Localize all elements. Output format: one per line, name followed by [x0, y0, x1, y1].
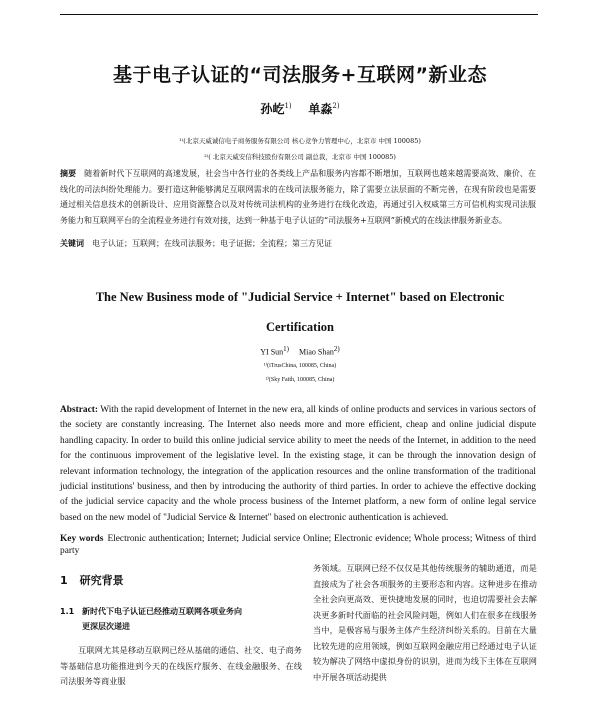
english-title-line-2: Certification — [265, 320, 335, 334]
subsection-1-1-title-line-2: 更深层次递进 — [82, 622, 130, 631]
chinese-keywords-text: 电子认证；互联网；在线司法服务；电子证据；全流程；第三方见证 — [92, 239, 332, 248]
chinese-author-2: 单淼 — [308, 102, 333, 116]
english-abstract-text: With the rapid development of Internet in the new era, all kinds of online products and services in various sectors of the society are constantly increasing. The Internet also needs more and more efficient, cheap and online judicial dispute handling capacity. In order to build this online judicial service ability to meet the needs of the Internet, in addition to the need for the continuous improvement of the legislative level. In the existing stage, it can be through the innovation design of relevant information technology, the integration of the application resources and the online transformation of the traditional judicial institutions' business, and then by introducing the authority of third parties. In order to achieve the effective docking of the judicial service capacity and the whole process business of the Internet platform, a new form of online legal service based on the new model of "Judicial Service & Internet" based on electronic authentication is achieved. — [60, 405, 536, 523]
chinese-abstract-label: 摘要 — [60, 169, 77, 178]
chinese-keywords-label: 关键词 — [60, 239, 84, 248]
english-abstract-label: Abstract: — [60, 405, 99, 415]
english-authors — [0, 345, 600, 357]
left-column-text: 互联网尤其是移动互联网已经从基础的通信、社交、电子商务等基础信息功能推进到今天的在线医疗服务、在线金融服务、在线司法服务等商业服 — [60, 645, 302, 686]
english-keywords — [60, 534, 536, 557]
section-1-heading — [60, 572, 124, 588]
english-author-2-sup: 2) — [333, 345, 340, 353]
chinese-author-1: 孙屹 — [260, 102, 285, 116]
chinese-abstract-text: 随着新时代下互联网的高速发展，社会当中各行业的各类线上产品和服务内容都不断增加，互联网也越来越需要高效、廉价、在线化的司法纠纷处理能力。要打造这种能够满足互联网需求的在线司法服务能力，除了需要立法层面的不断完善，在现有阶段也是需要通过相关信息技术的创新设计、应用资源整合以及对传统司法机构的业务进行在线化改造，再通过引入权威第三方可信机构实现司法服务能力和互联网平台的全流程业务进行有效对接，达到一种基于电子认证的“司法服务+互联网”新模式的在线法律服务新业态。 — [60, 169, 536, 225]
section-1-title: 研究背景 — [79, 574, 124, 587]
chinese-affiliation-2: ²⁾( 北京天威安信科技股份有限公司 副总裁，北京市 中国 100085) — [204, 153, 396, 161]
chinese-affiliation-1: ¹⁾(北京天威诚信电子商务服务有限公司 核心竞争力管理中心，北京市 中国 100085) — [179, 137, 421, 145]
english-affiliation-2: ²⁾(Sky Faith, 100085, China) — [265, 377, 335, 383]
subsection-1-1-number: 1.1 — [60, 607, 75, 616]
english-keywords-text: Electronic authentication; Internet; Judicial service Online; Electronic evidence; Whole process; Witness of third party — [60, 534, 537, 556]
english-author-2: Miao Shan — [299, 347, 334, 357]
english-affiliation-1: ¹⁾(iTrusChina, 100085, China) — [263, 363, 337, 369]
english-title-line-1: The New Business mode of "Judicial Service + Internet" based on Electronic — [95, 290, 505, 304]
chinese-abstract — [60, 166, 536, 228]
chinese-keywords — [60, 238, 536, 249]
right-column-body: 务领域。互联网已经不仅仅是其他传统服务的辅助通道，而是直接成为了社会各项服务的主要形态和内容。这种进步在推动全社会向更高效、更快捷地发展的同时，也迫切需要社会去解决更多新时代面临的社会风险问题，例如人们在很多在线服务当中，是极容易与服务主体产生经济纠纷关系的。目前在大量比较先进的应用领域，例如互联网金融应用已经通过电子认证较为解决了网络中虚拟身份的识别，进而为线下主体在互联网中开展各项活动提供 — [313, 563, 537, 682]
chinese-authors — [0, 100, 600, 117]
left-column-body — [60, 643, 302, 690]
english-abstract — [60, 403, 536, 526]
chinese-title: 基于电子认证的“司法服务+互联网”新业态 — [113, 64, 487, 86]
chinese-author-1-sup: 1) — [284, 102, 292, 110]
subsection-1-1-heading — [60, 604, 302, 634]
english-author-1: YI Sun — [260, 347, 284, 357]
header-rule — [60, 14, 538, 15]
section-1-number: 1 — [60, 574, 68, 587]
english-keywords-label: Key words — [60, 534, 104, 544]
chinese-author-2-sup: 2) — [332, 102, 340, 110]
subsection-1-1-title-line-1: 新时代下电子认证已经推动互联网各项业务向 — [82, 607, 242, 616]
english-author-1-sup: 1) — [283, 345, 289, 353]
